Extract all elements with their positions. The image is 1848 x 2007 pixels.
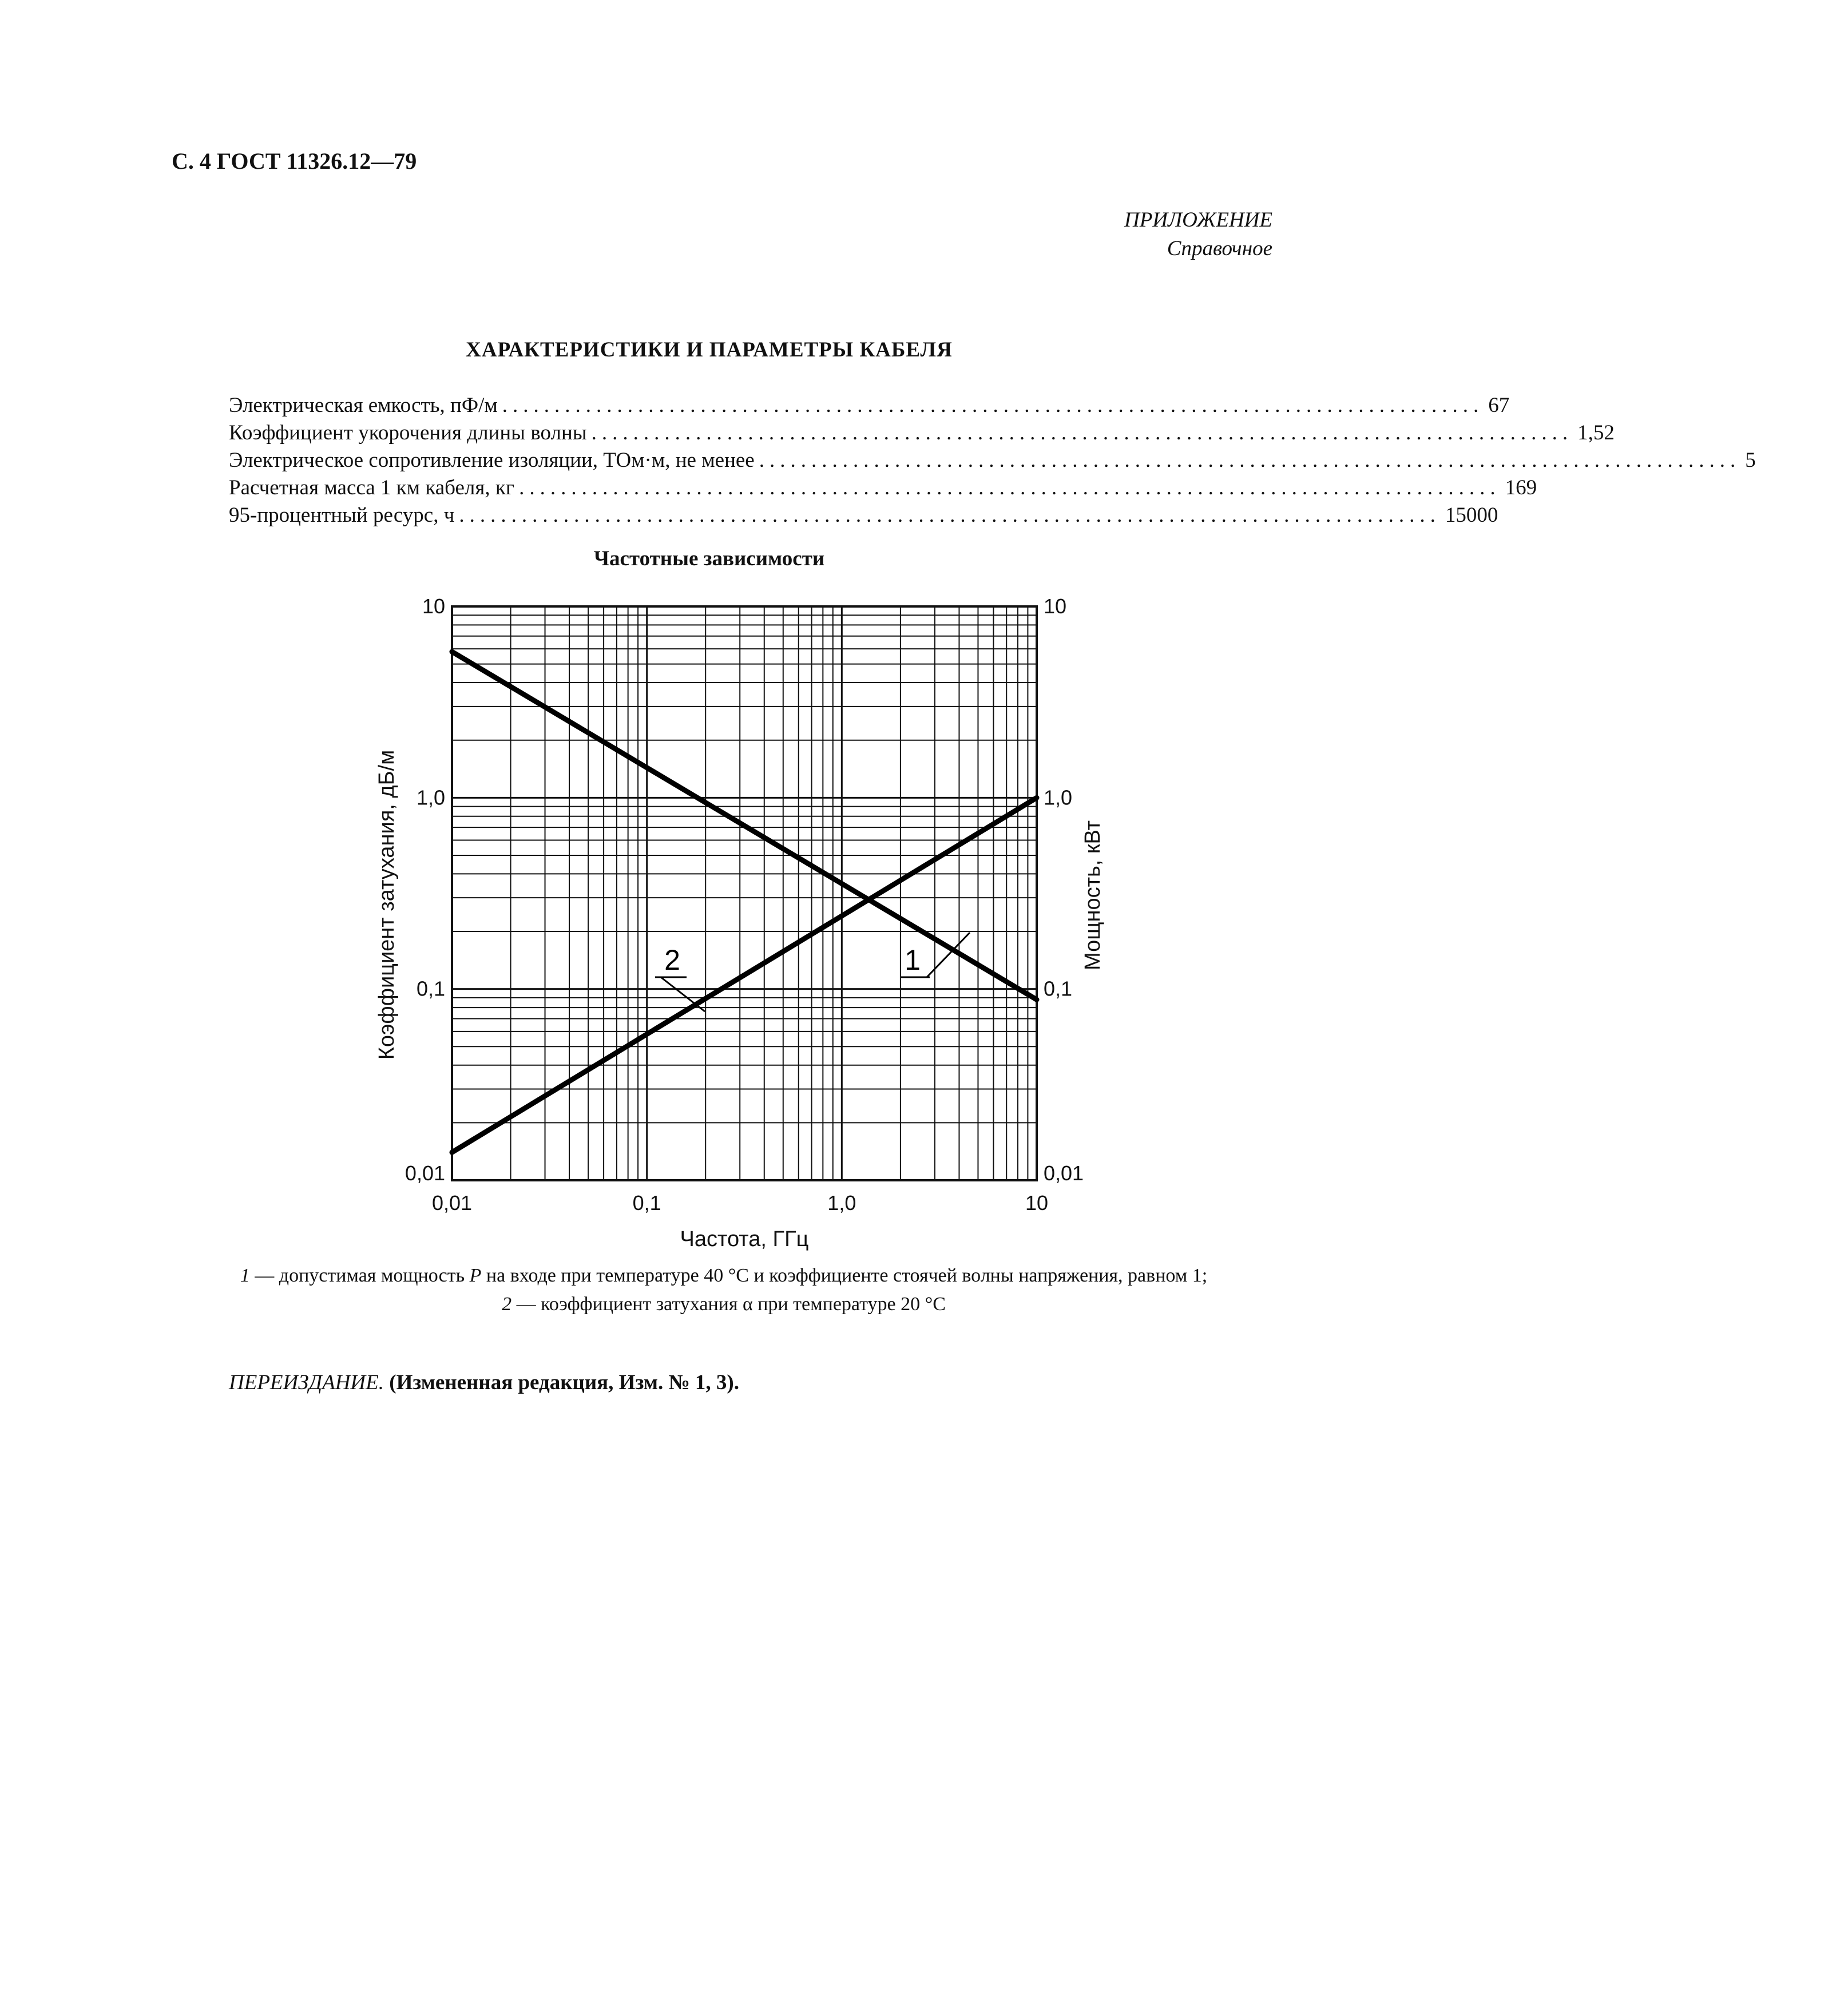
- x-tick-label: 10: [1025, 1191, 1049, 1215]
- param-label: 95-процентный ресурс, ч: [229, 503, 455, 527]
- series-line-2: [452, 798, 1037, 1152]
- legend-item-1: [172, 1262, 1276, 1290]
- legend-number: 2: [502, 1294, 512, 1315]
- chart-legend: [172, 1262, 1276, 1319]
- x-tick-label: 0,01: [431, 1191, 473, 1215]
- x-axis-title: Частота, ГГц: [680, 1227, 809, 1251]
- y-right-tick-label: 10: [1044, 594, 1067, 618]
- legend-variable: P: [469, 1265, 482, 1286]
- param-label: Расчетная масса 1 км кабеля, кг: [229, 476, 515, 499]
- param-label: Электрическая емкость, пФ/м: [229, 394, 498, 417]
- leader-dots: ..............................................................................................: [591, 421, 1573, 445]
- y-left-tick-label: 0,01: [405, 1161, 445, 1185]
- y-left-tick-label: 10: [422, 594, 445, 618]
- leader-dots: ..............................................................................................: [519, 476, 1501, 499]
- y-right-tick-label: 0,01: [1044, 1161, 1084, 1185]
- param-value: 67: [1488, 394, 1510, 417]
- y-right-axis-title: Мощность, кВт: [1081, 820, 1105, 971]
- param-label: Электрическое сопротивление изоляции, ТОм·м, не менее: [229, 449, 755, 472]
- reissue-note: [229, 1370, 739, 1395]
- legend-text: на входе при температуре 40 °С и коэффициенте стоячей волны напряжения, равном 1;: [481, 1265, 1208, 1286]
- legend-number: 1: [240, 1265, 250, 1286]
- reissue-label: ПЕРЕИЗДАНИЕ.: [229, 1371, 384, 1394]
- series-callout-leader: [661, 977, 705, 1012]
- x-tick-label: 0,1: [632, 1191, 661, 1215]
- leader-dots: ..............................................................................................: [459, 503, 1441, 527]
- leader-dots: ..............................................................................................: [759, 449, 1741, 472]
- param-value: 5: [1745, 449, 1756, 472]
- x-tick-label: 1,0: [827, 1191, 856, 1215]
- chart-title: Частотные зависимости: [593, 547, 825, 570]
- series-callout-label: 2: [664, 944, 680, 976]
- appendix-title: ПРИЛОЖЕНИЕ: [1124, 208, 1272, 232]
- legend-item-2: [172, 1290, 1276, 1319]
- param-value: 169: [1505, 476, 1537, 499]
- y-right-tick-label: 0,1: [1044, 977, 1073, 1001]
- appendix-subtitle: Справочное: [1167, 237, 1272, 260]
- series-callout-label: 1: [905, 944, 921, 976]
- section-title: ХАРАКТЕРИСТИКИ И ПАРАМЕТРЫ КАБЕЛЯ: [466, 338, 953, 362]
- leader-dots: ..............................................................................................: [502, 394, 1484, 417]
- series-line-1: [452, 652, 1037, 999]
- y-left-axis-title: Коэффициент затухания, дБ/м: [375, 749, 399, 1060]
- y-right-tick-label: 1,0: [1044, 786, 1073, 810]
- y-left-tick-label: 1,0: [416, 786, 445, 810]
- frequency-chart: [0, 0, 1418, 1259]
- param-value: 1,52: [1577, 421, 1615, 445]
- y-left-tick-label: 0,1: [416, 977, 445, 1001]
- plot-frame: [452, 606, 1037, 1180]
- param-value: 15000: [1445, 503, 1498, 527]
- legend-text: — допустимая мощность: [249, 1265, 470, 1286]
- page-reference: С. 4 ГОСТ 11326.12—79: [172, 148, 417, 174]
- legend-text: — коэффициент затухания α при температуре 20 °С: [511, 1294, 946, 1315]
- param-label: Коэффициент укорочения длины волны: [229, 421, 587, 445]
- reissue-text: (Измененная редакция, Изм. № 1, 3).: [384, 1371, 739, 1394]
